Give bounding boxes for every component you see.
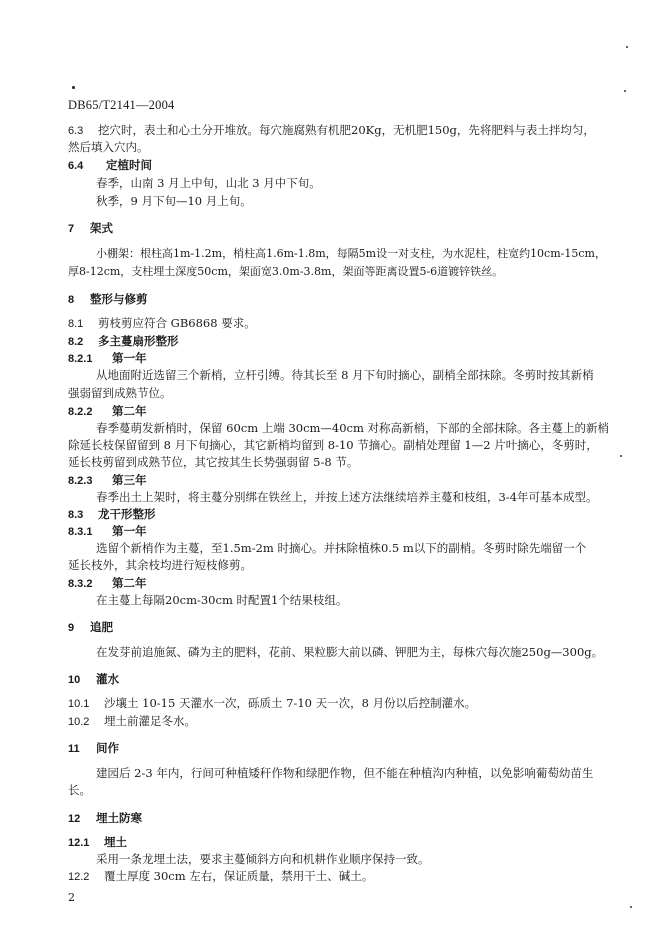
clause-8-3-1-line-1: 选留个新梢作为主蔓，至1.5m-2m 时摘心。并抹除植株0.5 m以下的副梢。冬剪时除先端留一个 (96, 541, 587, 555)
section-10-heading: 10 灌水 (68, 672, 119, 686)
clause-10-1: 10.1 沙壤土 10-15 天灌水一次，砾质土 7-10 天一次，8 月份以后控制灌水。 (68, 696, 477, 710)
section-11-line-1: 建园后 2-3 年内，行间可种植矮秆作物和绿肥作物，但不能在种植沟内种植，以免影响葡萄幼苗生 (96, 766, 594, 780)
clause-8-3-1-line-2: 延长枝外，其余枝均进行短枝修剪。 (68, 558, 252, 572)
clause-8-2-1-line-1: 从地面附近选留三个新梢，立杆引缚。待其长至 8 月下旬时摘心，副梢全部抹除。冬剪时按其新梢 (96, 368, 594, 382)
clause-8-1: 8.1 剪枝剪应符合 GB6868 要求。 (68, 316, 256, 330)
section-7-line-1: 小棚架：根柱高1m-1.2m，梢柱高1.6m-1.8m，每隔5m设一对支柱，为水泥柱，柱宽约10cm-15cm， (96, 247, 606, 260)
clause-6-4-heading: 6.4 定植时间 (68, 158, 152, 172)
clause-6-3-line-2: 然后填入穴内。 (68, 140, 149, 154)
scan-speck (630, 906, 632, 908)
section-7-line-2: 厚8-12cm，支柱埋土深度50cm，架面宽3.0m-3.8m，架面等距离设置5-6道镀锌铁丝。 (68, 265, 504, 278)
section-11-heading: 11 间作 (68, 741, 119, 755)
section-8-heading: 8 整形与修剪 (68, 292, 148, 306)
clause-8-3-2-line-1: 在主蔓上每隔20cm-30cm 时配置1个结果枝组。 (96, 593, 348, 607)
clause-8-2-2-line-2: 除延长枝保留留到 8 月下旬摘心，其它新梢均留到 8-10 节摘心。副梢处理留 1—2 片叶摘心，冬剪时， (68, 438, 598, 452)
clause-8-2-2-heading: 8.2.2 第二年 (68, 404, 147, 418)
clause-8-2-3-line-1: 春季出土上架时，将主蔓分别绑在铁丝上，并按上述方法继续培养主蔓和枝组，3-4年可基本成型。 (96, 490, 598, 504)
section-9-heading: 9 追肥 (68, 620, 113, 634)
clause-6-4-spring: 春季，山南 3 月上中旬，山北 3 月中下旬。 (96, 176, 321, 190)
section-9-line-1: 在发芽前追施氮、磷为主的肥料，花前、果粒膨大前以磷、钾肥为主，每株穴每次施250g—300g。 (96, 645, 604, 659)
clause-12-1-heading: 12.1 埋土 (68, 835, 127, 849)
page-number: 2 (68, 891, 75, 904)
clause-10-2: 10.2 埋土前灌足冬水。 (68, 714, 196, 728)
scan-speck (626, 46, 628, 48)
clause-12-1-line-1: 采用一条龙埋土法，要求主蔓倾斜方向和机耕作业顺序保持一致。 (96, 852, 430, 866)
clause-8-2-heading: 8.2 多主蔓扇形整形 (68, 334, 179, 348)
scan-speck (72, 86, 75, 89)
document-header: DB65/T2141—2004 (68, 98, 175, 112)
clause-6-4-autumn: 秋季，9 月下旬—10 月上旬。 (96, 194, 252, 208)
clause-6-3-line-1: 6.3 挖穴时，表土和心土分开堆放。每穴施腐熟有机肥20Kg，无机肥150g，先将肥料与表土拌均匀， (68, 123, 595, 137)
section-7-heading: 7 架式 (68, 221, 113, 235)
clause-8-3-1-heading: 8.3.1 第一年 (68, 524, 147, 538)
clause-8-2-1-heading: 8.2.1 第一年 (68, 351, 147, 365)
clause-8-2-1-line-2: 强弱留到成熟节位。 (68, 386, 172, 400)
clause-8-2-2-line-3: 延长枝剪留到成熟节位，其它按其生长势强弱留 5-8 节。 (68, 455, 359, 469)
clause-8-3-heading: 8.3 龙干形整形 (68, 507, 156, 521)
scan-speck (624, 90, 626, 92)
section-12-heading: 12 埋土防寒 (68, 811, 142, 825)
section-11-line-2: 长。 (68, 783, 91, 797)
clause-8-3-2-heading: 8.3.2 第二年 (68, 576, 147, 590)
clause-12-2: 12.2 覆土厚度 30cm 左右，保证质量，禁用干土、碱土。 (68, 869, 374, 883)
clause-8-2-3-heading: 8.2.3 第三年 (68, 473, 147, 487)
clause-8-2-2-line-1: 春季蔓萌发新梢时，保留 60cm 上端 30cm—40cm 对称高新梢，下部的全部抹除。各主蔓上的新梢 (96, 421, 610, 435)
scan-speck (620, 455, 622, 457)
